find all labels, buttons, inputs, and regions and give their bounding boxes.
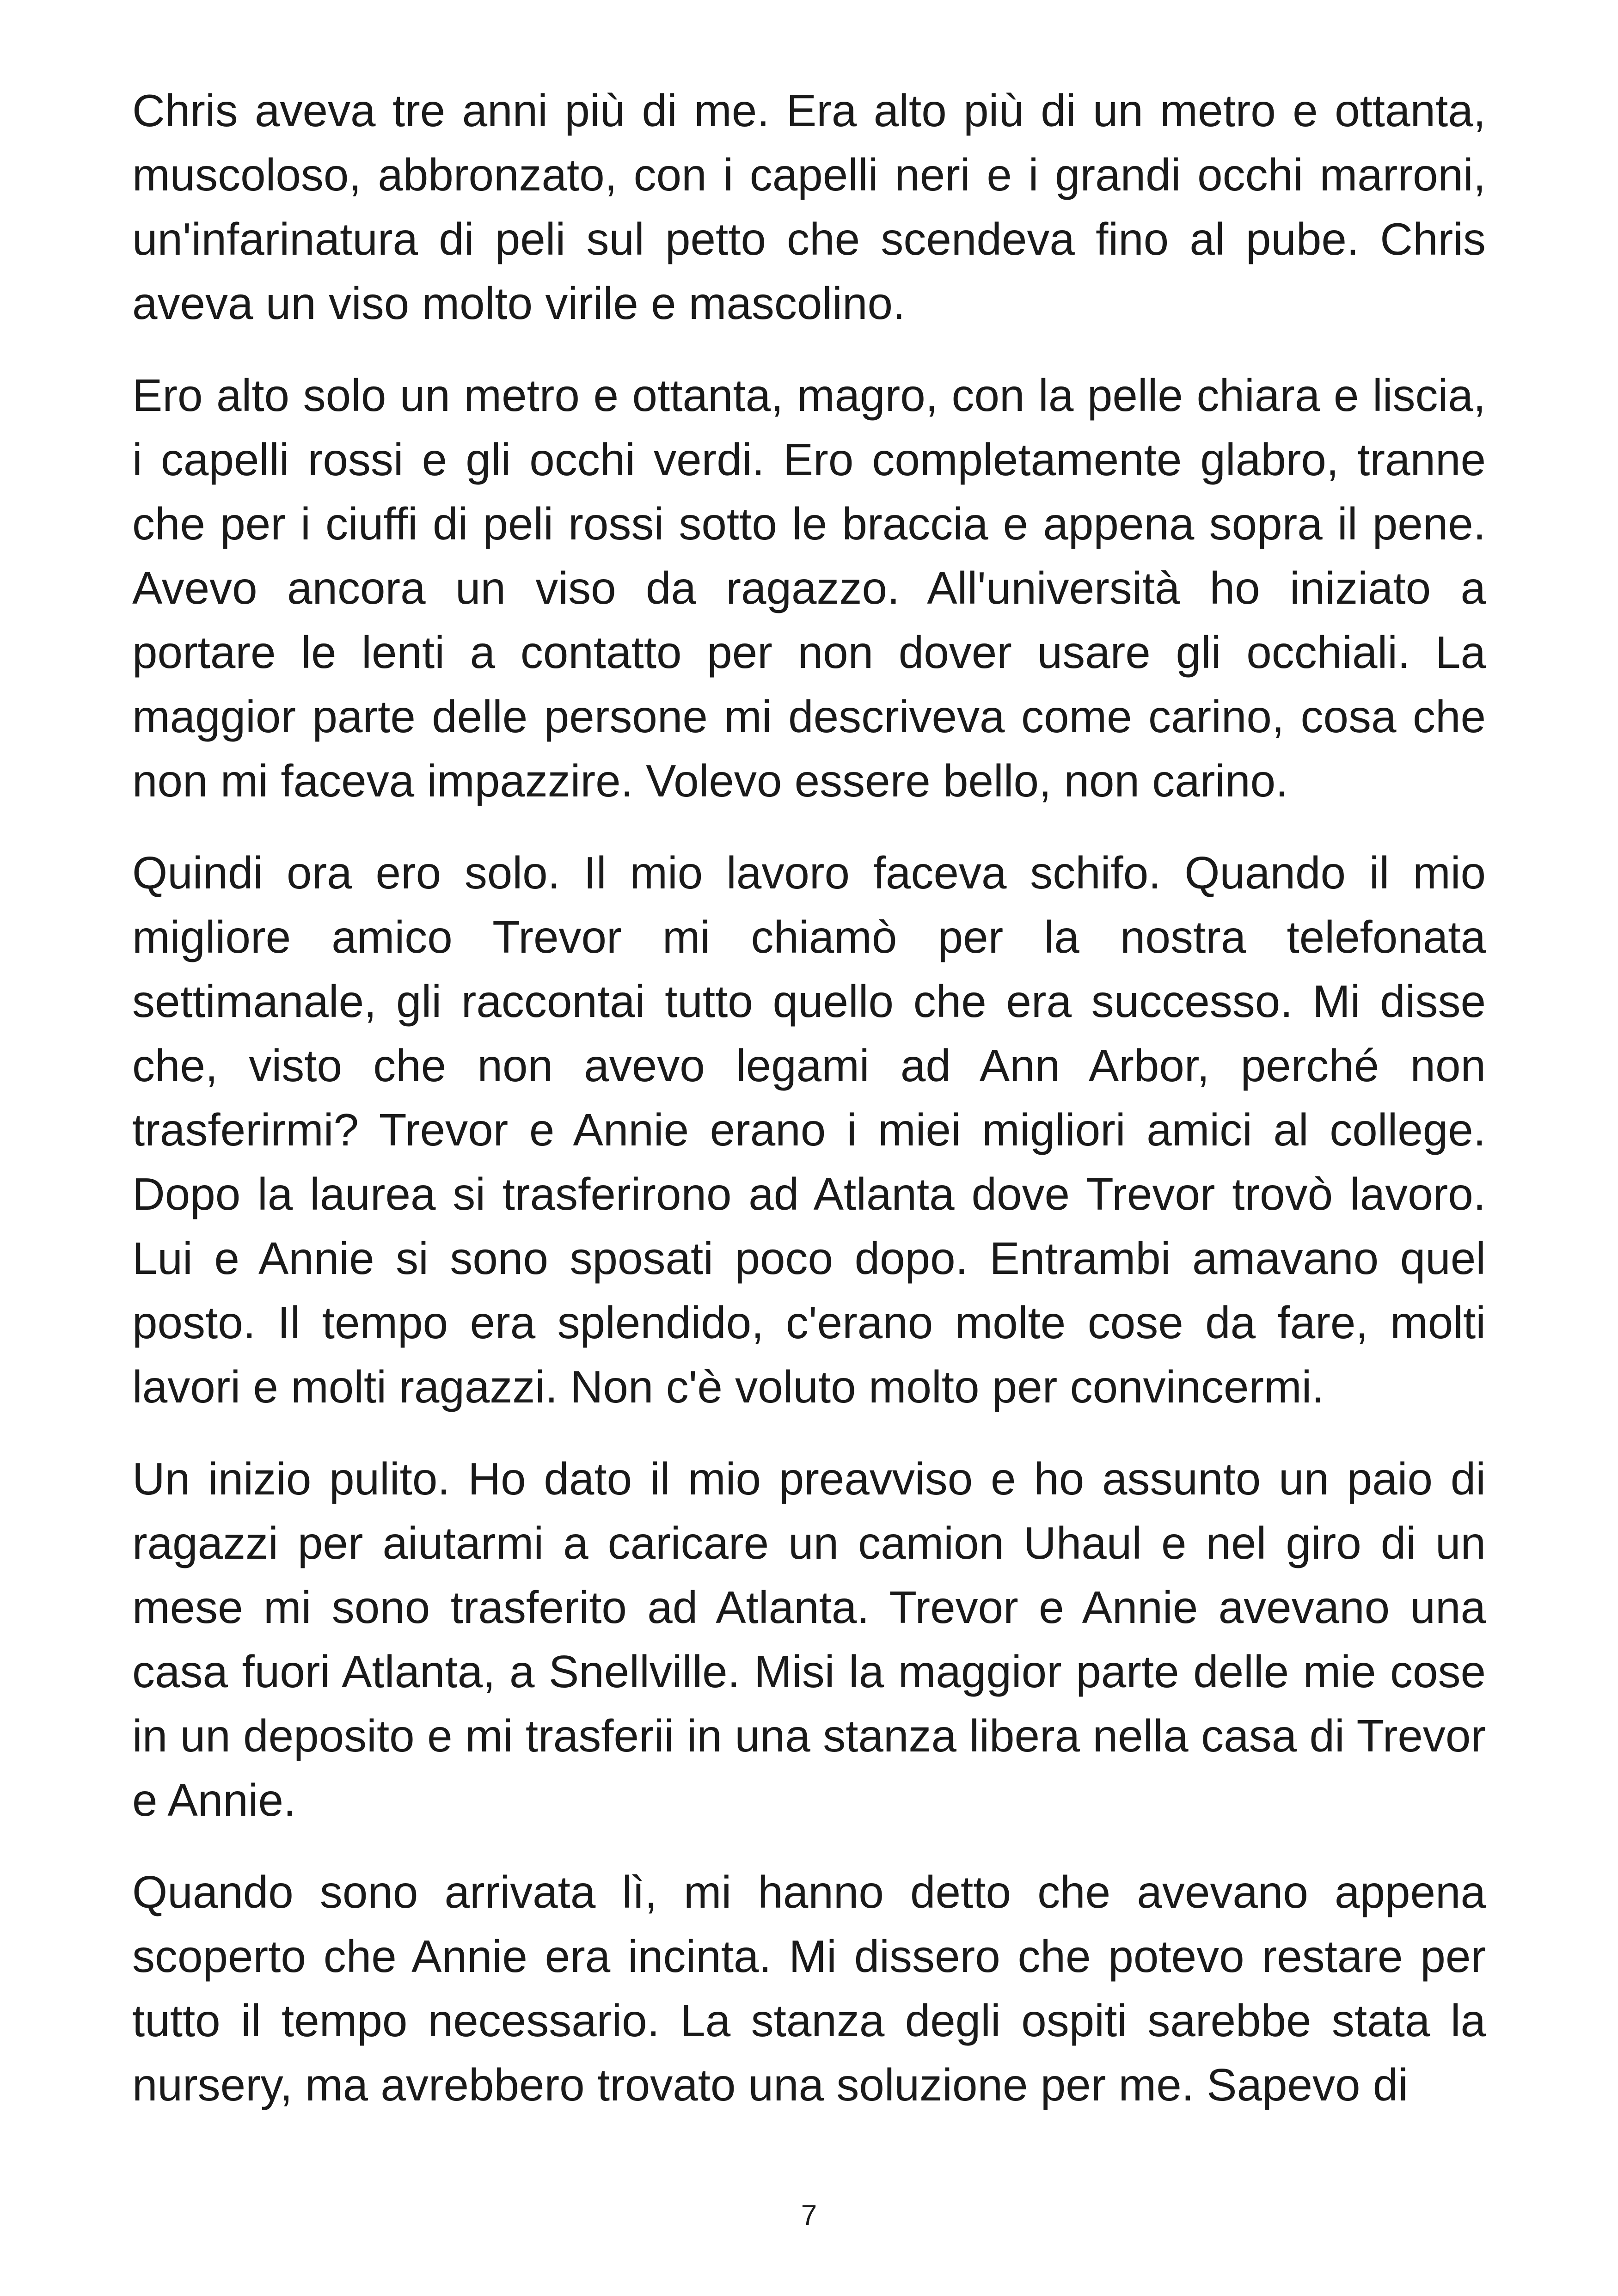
page-number: 7 [801, 2199, 817, 2231]
paragraph: Quando sono arrivata lì, mi hanno detto che avevano appena scoperto che Annie era incinta. Mi dissero che potevo restare per tutto il tempo necessario. La stanza degli ospiti sarebbe stata la nursery, ma avrebbero trovato una soluzione per me. Sapevo di [132, 1867, 1486, 2110]
page-body [132, 79, 1486, 2145]
paragraph: Quindi ora ero solo. Il mio lavoro faceva schifo. Quando il mio migliore amico Trevor mi chiamò per la nostra telefonata settimanale, gli raccontai tutto quello che era successo. Mi disse che, visto che non avevo legami ad Ann Arbor, perché non trasferirmi? Trevor e Annie erano i miei migliori amici al college. Dopo la laurea si trasferirono ad Atlanta dove Trevor trovò lavoro. Lui e Annie si sono sposati poco dopo. Entrambi amavano quel posto. Il tempo era splendido, c'erano molte cose da fare, molti lavori e molti ragazzi. Non c'è voluto molto per convincermi. [132, 847, 1486, 1412]
paragraph: Un inizio pulito. Ho dato il mio preavviso e ho assunto un paio di ragazzi per aiutarmi a caricare un camion Uhaul e nel giro di un mese mi sono trasferito ad Atlanta. Trevor e Annie avevano una casa fuori Atlanta, a Snellville. Misi la maggior parte delle mie cose in un deposito e mi trasferii in una stanza libera nella casa di Trevor e Annie. [132, 1453, 1486, 1825]
paragraph: Chris aveva tre anni più di me. Era alto più di un metro e ottanta, muscoloso, abbronzato, con i capelli neri e i grandi occhi marroni, un'infarinatura di peli sul petto che scendeva fino al pube. Chris aveva un viso molto virile e mascolino. [132, 85, 1486, 329]
paragraph: Ero alto solo un metro e ottanta, magro, con la pelle chiara e liscia, i capelli rossi e gli occhi verdi. Ero completamente glabro, tranne che per i ciuffi di peli rossi sotto le braccia e appena sopra il pene. Avevo ancora un viso da ragazzo. All'università ho iniziato a portare le lenti a contatto per non dover usare gli occhiali. La maggior parte delle persone mi descriveva come carino, cosa che non mi faceva impazzire. Volevo essere bello, non carino. [132, 370, 1486, 806]
